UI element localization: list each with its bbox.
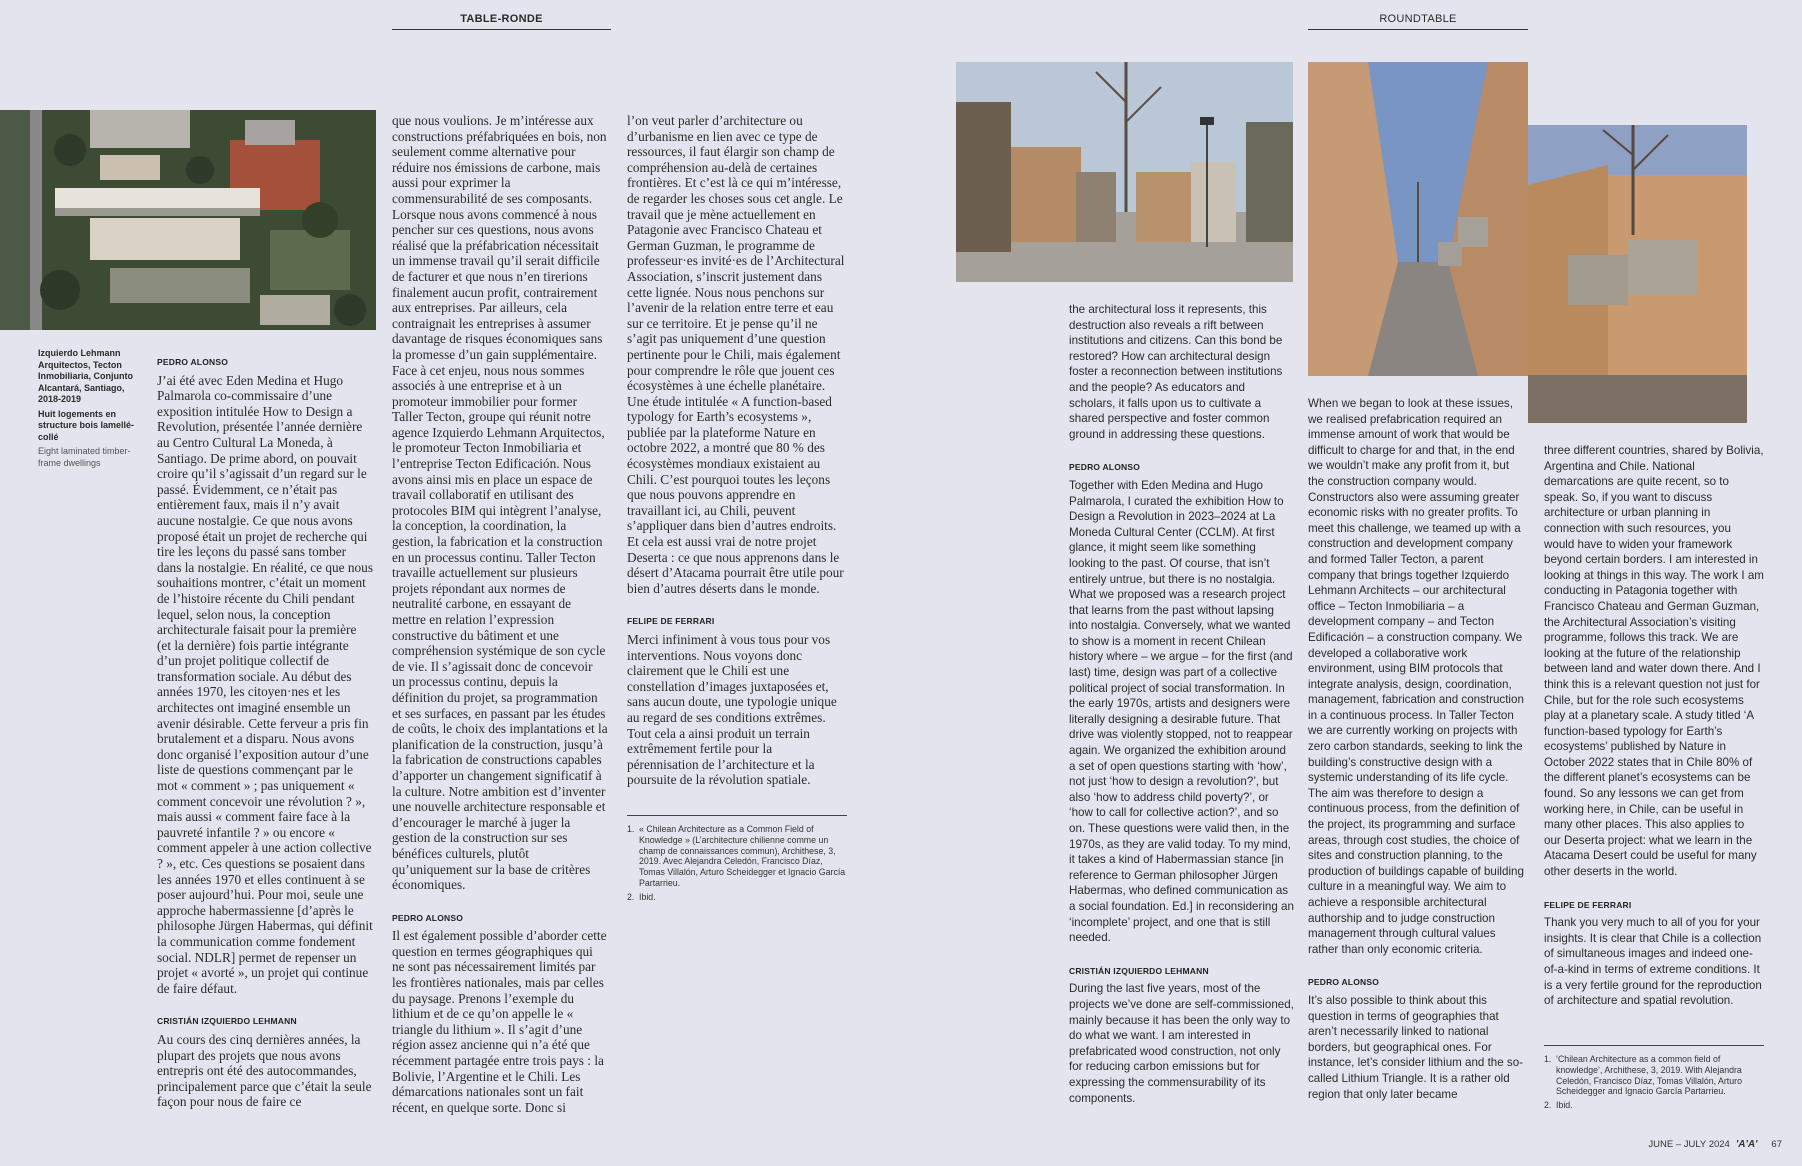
- speaker-label: CRISTIÁN IZQUIERDO LEHMANN: [157, 1016, 297, 1027]
- footnote: [1544, 1054, 1764, 1097]
- speaker-label: PEDRO ALONSO: [1308, 977, 1380, 988]
- page-footer: [1648, 1139, 1782, 1150]
- paragraph: Merci infiniment à vous tous pour vos interventions. Nous voyons donc clairement que le Chili est une constellation d’images juxtaposées et, sans aucun doute, une typologie unique au regard de ses conditions extrêmes. Tout cela a ainsi produit un terrain extrêmement fertile pour la pérennisation de l’architecture et la poursuite de la révolution spatiale.: [627, 632, 837, 788]
- speaker-label: CRISTIÁN IZQUIERDO LEHMANN: [1069, 965, 1209, 976]
- aerial-photo: [0, 110, 376, 330]
- footnote-number: 2.: [1544, 1100, 1552, 1111]
- footnote: [1544, 1100, 1764, 1111]
- issue-date: JUNE – JULY 2024: [1648, 1139, 1730, 1150]
- corridor-photo: [1308, 62, 1528, 376]
- paragraph: Together with Eden Medina and Hugo Palmarola, I curated the exhibition How to Design a Revolution in 2023–2024 at La Moneda Cultural Center (CCLM). At first glance, it might seem like something looking to the past. Of course, that isn’t entirely untrue, but there is no nostalgia. What we proposed was a research project that learns from the past without lapsing into nostalgia. Conversely, what we wanted to show is a moment in recent Chilean history where – we argue – for the first (and last) time, design was part of a collective political project of social transformation. In the early 1970s, artists and designers were literally designing a desirable future. That drive was violently stopped, not to reappear again. We organized the exhibition around a set of open questions starting with ‘how’, not just ‘how to design a revolution?’, but also ‘how to address child poverty?’, or ‘how to call for collective action?’, and so on. These questions were valid then, in the 1970s, as they are valid today. To my mind, it takes a kind of Habermassian stance [in reference to German philosopher Jürgen Habermas, who defined communication as a social foundation. Ed.] in reconsidering an ‘incomplete’ project, and one that is still needed.: [1069, 478, 1294, 945]
- french-column-2: [392, 113, 608, 1115]
- section-header-english: ROUNDTABLE: [1308, 13, 1528, 30]
- page-number: 67: [1771, 1139, 1782, 1150]
- building-street-photo: [956, 62, 1293, 282]
- footnote: [627, 824, 847, 889]
- footnote: [627, 892, 847, 903]
- paragraph: three different countries, shared by Bolivia, Argentina and Chile. National demarcations are quite recent, so to speak. So, if you want to discuss architecture or urban planning in connection with such resources, you would have to widen your framework beyond certain borders. I am interested in looking at things in this way. The work I am conducting in Patagonia together with Francisco Chateau and German Guzman, the Architectural Association’s visiting programme, follows this track. We are looking at the future of the relationship between land and water down there. And I think this is a relevant question not just for Chile, but for the role such ecosystems play at a planetary scale. A study titled ‘A function-based typology for Earth’s ecosystems’ published by Nature in October 2022 states that in Chile 80% of the different planet’s ecosystems can be found. So any lessons we can get from working here, in Chile, can be useful in many other places. This also applies to our Deserta project: what we learn in the Atacama Desert could be useful for many other deserts in the world.: [1544, 444, 1764, 879]
- footnote-text: Ibid.: [1556, 1100, 1573, 1111]
- paragraph: It’s also possible to think about this question in terms of geographies that aren’t necessarily linked to national borders, but geographical ones. For instance, let’s consider lithium and the so-called Lithium Triangle. It is a rather old region that only later became: [1308, 993, 1524, 1101]
- footnote-number: 1.: [1544, 1054, 1552, 1064]
- english-column-3: [1544, 443, 1764, 1009]
- english-footnotes: [1544, 1045, 1764, 1114]
- footnote-number: 1.: [627, 824, 635, 834]
- paragraph: l’on veut parler d’architecture ou d’urbanisme en lien avec ce type de ressources, il faut élargir son champ de compréhension au-delà de certaines frontières. Et c’est là ce qui m’intéresse, de regarder les choses sous cet angle. Le travail que je mène actuellement en Patagonie avec Francisco Chateau et German Guzman, le programme de professeur·es invité·es de l’Architectural Association, s’inscrit justement dans cette lignée. Nous nous penchons sur l’avenir de la relation entre terre et eau sur ce territoire. Et je pense qu’il ne s’agit pas uniquement d’une question pertinente pour le Chili, mais également pour comprendre le rôle que jouent ces écosystèmes à une échelle planétaire. Une étude intitulée « A function-based typology for Earth’s ecosystems », publiée par la plateforme Nature en octobre 2022, a montré que 80 % des écosystèmes mondiaux existaient au Chili. C’est pourquoi toutes les leçons que nous pouvons apprendre en travaillant ici, au Chili, peuvent s’appliquer dans bien d’autres endroits. Et cela est aussi vrai de notre projet Deserta : ce que nous apprenons dans le désert d’Atacama pourrait être utile pour bien d’autres déserts dans le monde.: [627, 113, 845, 596]
- footnote-text: ‘Chilean Architecture as a common field of knowledge’, Archithese, 3, 2019. With Alejandra Celedón, Francisco Díaz, Tomas Villalón, Arturo Scheidegger and Ignacio García Partarrieu.: [1556, 1054, 1742, 1097]
- paragraph: Il est également possible d’aborder cette question en termes géographiques qui ne sont pas nécessairement limités par les frontières nationales, mais par celles du paysage. Prenons l’exemple du lithium et de ce qu’on appelle le « triangle du lithium ». Il s’agit d’une région assez ancienne qui n’a été que récemment partagée entre trois pays : la Bolivie, l’Argentine et le Chili. Les démarcations nationales sont un fait récent, en quelque sorte. Donc si: [392, 928, 607, 1115]
- paragraph: Thank you very much to all of you for your insights. It is clear that Chile is a collection of simultaneous images and indeed one-of-a-kind in terms of extreme conditions. It is a very fertile ground for the reproduction of architecture and spatial revolution.: [1544, 916, 1762, 1008]
- french-column-3: [627, 113, 847, 788]
- facade-photo: [1528, 125, 1747, 423]
- speaker-label: FELIPE DE FERRARI: [627, 616, 715, 627]
- footnote-number: 2.: [627, 891, 635, 902]
- caption-english: Eight laminated timber-frame dwellings: [38, 446, 131, 468]
- caption-subtitle: Huit logements en structure bois lamellé-collé: [38, 408, 135, 442]
- speaker-label: PEDRO ALONSO: [1069, 462, 1141, 473]
- section-header-french: TABLE-RONDE: [392, 13, 611, 30]
- paragraph: que nous voulions. Je m’intéresse aux constructions préfabriquées en bois, non seulement comme alternative pour réduire nos émissions de carbone, mais aussi pour exprimer la commensurabilité de ses composants. Lorsque nous avons commencé à nous pencher sur ces questions, nous avons réalisé que la préfabrication nécessitait un immense travail qu’il serait difficile de facturer et que nous n’en tirerions finalement aucun profit, contrairement aux entreprises. Par ailleurs, cela contraignait les entreprises à assumer davantage de risques économiques sans la promesse d’un gain supplémentaire. Face à cet enjeu, nous nous sommes associés à une entreprise et à un promoteur immobilier pour former Taller Tecton, groupe qui réunit notre agence Izquierdo Lehmann Arquitectos, le promoteur Tecton Inmobiliaria et l’entreprise Tecton Edificación. Nous avons ainsi mis en place un espace de travail collaboratif en utilisant des protocoles BIM qui intègrent l’analyse, la conception, la coordination, la gestion, la fabrication et la construction en un processus continu. Taller Tecton travaille actuellement sur plusieurs projets répondant aux normes de neutralité carbone, en essayant de mettre en relation l’expression constructive du bâtiment et une compréhension systémique de son cycle de vie. Il s’agissait donc de concevoir un processus continu, depuis la définition du projet, sa programmation et ses surfaces, en passant par les études de coûts, le choix des implantations et la planification de la construction, jusqu’à la fabrication de constructions capables d’apporter un changement significatif à la culture. Notre ambition est d’inventer une nouvelle architecture responsable et d’encourager le marché à juger la gestion de la construction sur ses bénéfices culturels, plutôt qu’uniquement sur la base de critères économiques.: [392, 113, 608, 893]
- speaker-label: PEDRO ALONSO: [392, 912, 464, 923]
- paragraph: the architectural loss it represents, this destruction also reveals a rift between institutions and citizens. Can this bond be restored? How can architectural design foster a reconnection between institutions and the people? As educators and scholars, it falls upon us to cultivate a shared perspective and foster common ground in addressing these questions.: [1069, 303, 1283, 441]
- magazine-logo: 'A'A': [1735, 1139, 1758, 1150]
- footnote-text: « Chilean Architecture as a Common Field of Knowledge » (L’architecture chilienne comme un champ de connaissances commun), Archithese, 3, 2019. Avec Alejandra Celedón, Francisco Díaz, Tomas Villalón, Arturo Scheidegger et Ignacio García Partarrieu.: [639, 824, 846, 888]
- english-column-1: [1069, 302, 1294, 1106]
- paragraph: During the last five years, most of the projects we’ve done are self-commissioned, mainly because it has been the only way to do what we want. I am interested in prefabricated wood construction, not only for reducing carbon emissions but for expressing the commensurability of its components.: [1069, 982, 1294, 1105]
- english-column-2: [1308, 396, 1528, 1102]
- paragraph: Au cours des cinq dernières années, la plupart des projets que nous avons entrepris ont été des autocommandes, principalement parce que c’était la seule façon pour nous de faire ce: [157, 1031, 372, 1110]
- speaker-label: PEDRO ALONSO: [157, 357, 229, 367]
- photo-caption: [38, 348, 138, 469]
- footnote-text: Ibid.: [639, 891, 656, 902]
- paragraph: J’ai été avec Eden Medina et Hugo Palmarola co-commissaire d’une exposition intitulée How to Design a Revolution, présentée l’année dernière au Centro Cultural La Moneda, à Santiago. De prime abord, on pouvait croire qu’il s’agissait d’un regard sur le passé. Évidemment, ce n’était pas entièrement faux, mais il n’y avait aucune nostalgie. Ce que nous avons proposé était un projet de recherche qui tire les leçons du passé sans tomber dans la nostalgie. En réalité, ce que nous souhaitions montrer, c’était un moment de l’histoire récente du Chili pendant lequel, selon nous, la conception architecturale faisait pour la première (et la dernière) fois partie intégrante d’un projet politique collectif de transformation sociale. Au début des années 1970, les citoyen·nes et les architectes ont imaginé ensemble un avenir désirable. Cette ferveur a pris fin brutalement et a disparu. Nous avons donc organisé l’exposition autour d’une liste de questions commençant par le mot « comment » ; pas uniquement « comment concevoir une révolution ? », mais aussi « comment faire face à la pauvreté infantile ? » ou encore « comment appeler à une action collective ? », etc. Ces questions se posaient dans les années 1970 et elles continuent à se poser aujourd’hui. Pour moi, seule une approche habermassienne [d’après le philosophe Jürgen Habermas, qui définit la communication comme fondement social. NDLR] permet de repenser un projet « avorté », un projet qui continue de faire défaut.: [157, 372, 374, 996]
- french-column-1: [157, 355, 373, 1110]
- paragraph: When we began to look at these issues, we realised prefabrication required an immense amount of work that would be difficult to charge for and that, in the end we wouldn’t make any profit from it, but the construction company would. Constructors also were assuming greater economic risks with no greater profits. To meet this challenge, we teamed up with a construction and development company and formed Taller Tecton, a parent company that brings together Izquierdo Lehmann Architects – our architectural office – Tecton Inmobiliaria – a development company – and Tecton Edificación – a construction company. We developed a collaborative work environment, using BIM protocols that integrate analysis, design, coordination, management, fabrication and construction in a continuous process. In Taller Tecton we are currently working on projects with zero carbon standards, seeking to link the building’s constructive design with a systemic understanding of its life cycle. The aim was therefore to design a continuous process, from the definition of the project, its programming and surface areas, through cost studies, the choice of sites and construction planning, to the production of buildings capable of building culture in a meaningful way. We aim to achieve a responsible architectural authorship and to judge construction management through cultural values rather than only economic criteria.: [1308, 397, 1524, 956]
- french-footnotes: [627, 815, 847, 906]
- caption-title: Izquierdo Lehmann Arquitectos, Tecton Inmobiliaria, Conjunto Alcantará, Santiago, 2018-2019: [38, 348, 133, 404]
- speaker-label: FELIPE DE FERRARI: [1544, 899, 1632, 910]
